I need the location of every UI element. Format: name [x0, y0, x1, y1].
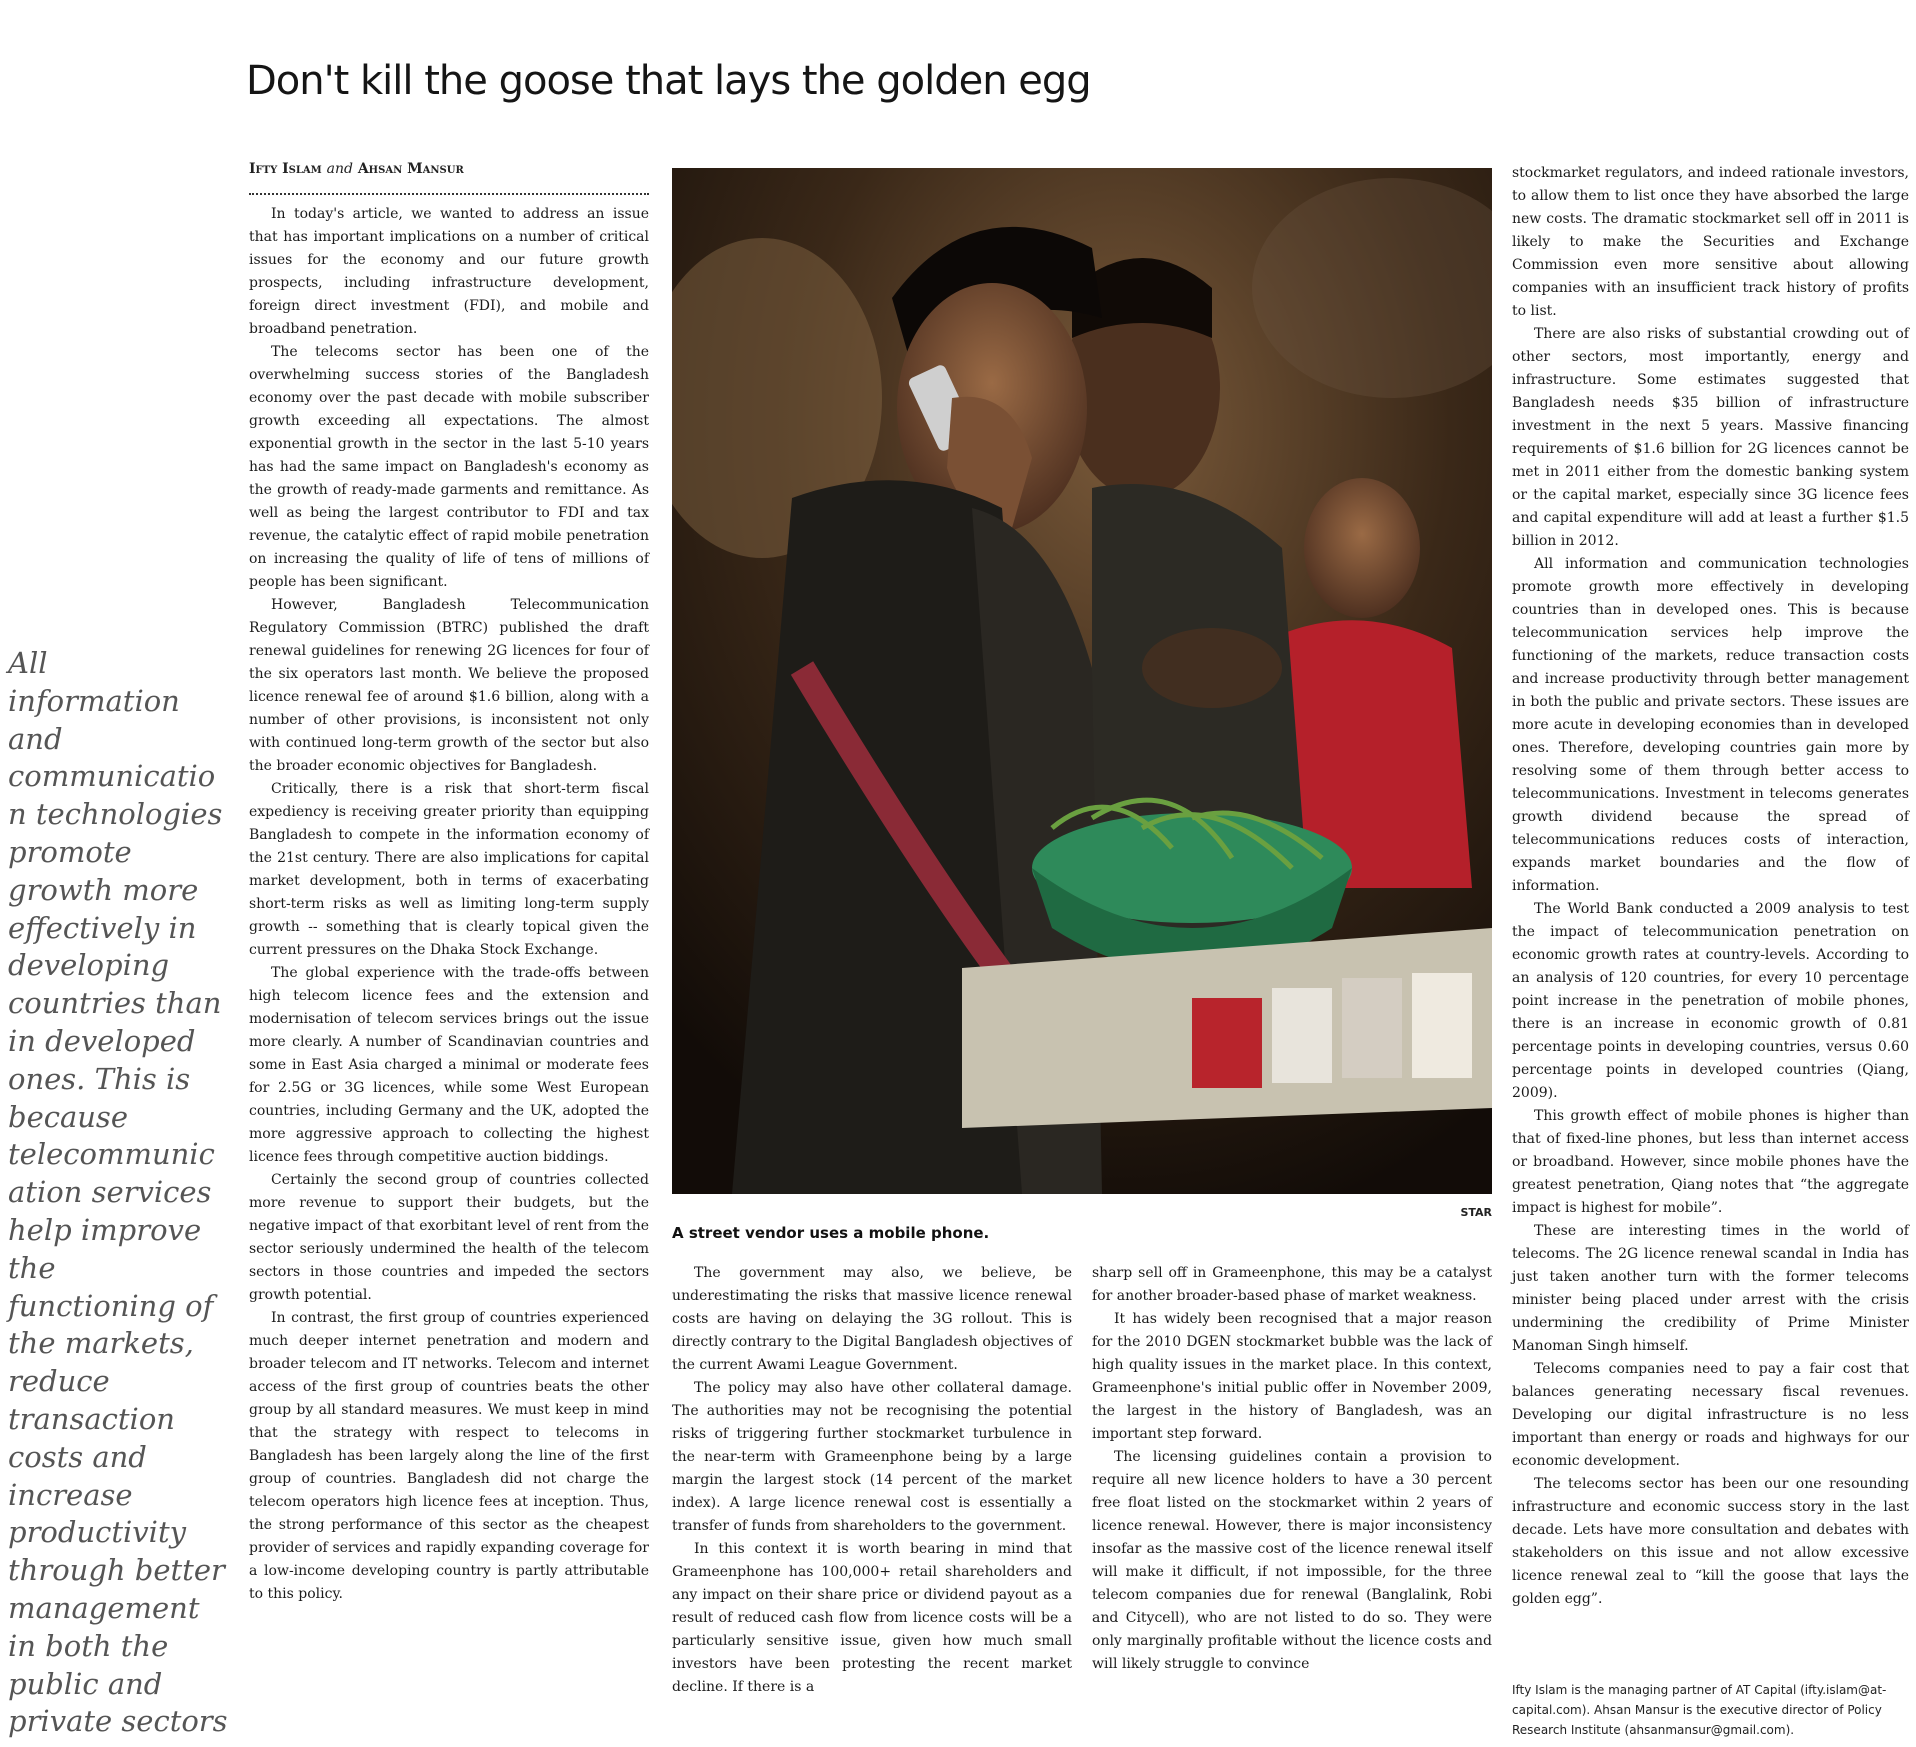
photo-credit: STAR: [1460, 1206, 1492, 1219]
article-photo: [672, 168, 1492, 1194]
paragraph: stockmarket regulators, and indeed rationale investors, to allow them to list once they have absorbed the large new costs. The dramatic stockmarket sell off in 2011 is likely to make the Securities and Exchange Commission even more sensitive about allowing companies with an insufficient track history of profits to list.: [1512, 165, 1909, 319]
paragraph: In this context it is worth bearing in mind that Grameenphone has 100,000+ retail shareholders and any impact on their share price or dividend payout as a result of reduced cash flow from licence costs will be a particularly sensitive issue, given how much small investors have been protesting the recent market decline. If there is a: [672, 1541, 1072, 1695]
author-2: Ahsan Mansur: [357, 161, 464, 177]
article-column-1: [249, 203, 649, 1606]
paragraph: Telecoms companies need to pay a fair cost that balances generating necessary fiscal revenues. Developing our digital infrastructure is no less important than energy or roads and highways for our economic development.: [1512, 1361, 1909, 1469]
paragraph: The policy may also have other collateral damage. The authorities may not be recognising the potential risks of triggering further stockmarket turbulence in the near-term with Grameenphone being by a large margin the largest stock (14 percent of the market index). A large licence renewal cost is essentially a transfer of funds from shareholders to the government.: [672, 1380, 1072, 1534]
paragraph: However, Bangladesh Telecommunication Regulatory Commission (BTRC) published the draft renewal guidelines for renewing 2G licences for four of the six operators last month. We believe the proposed licence renewal fee of around $1.6 billion, along with a number of other provisions, is inconsistent not only with continued long-term growth of the sector but also the broader economic objectives for Bangladesh.: [249, 597, 649, 774]
photo-caption: A street vendor uses a mobile phone.: [672, 1224, 990, 1242]
byline-conjunction: and: [326, 161, 353, 177]
article-column-4: [1512, 162, 1909, 1611]
paragraph: All information and communication technologies promote growth more effectively in developing countries than in developed ones. This is because telecommunication services help improve the functioning of the markets, reduce transaction costs and increase productivity through better management in both the public and private sectors. These issues are more acute in developing economies than in developed ones. Therefore, developing countries gain more by resolving some of them through better access to telecommunications. Investment in telecoms generates growth dividend because the spread of telecommunications reduces costs of interaction, expands market boundaries and the flow of information.: [1512, 556, 1909, 894]
paragraph: The licensing guidelines contain a provision to require all new licence holders to have a 30 percent free float listed on the stockmarket within 2 years of licence renewal. However, there is major inconsistency insofar as the massive cost of the licence renewal itself will make it difficult, if not impossible, for the three telecom companies due for renewal (Banglalink, Robi and Citycell), who are not listed to do so. They were only marginally profitable without the licence costs and will likely struggle to convince: [1092, 1449, 1492, 1672]
author-bio: Ifty Islam is the managing partner of AT Capital (ifty.islam@at-capital.com). Ahsan Mansur is the executive director of Policy Research Institute (ahsanmansur@gmail.com).: [1512, 1683, 1887, 1737]
paragraph: The telecoms sector has been one of the overwhelming success stories of the Bangladesh economy over the past decade with mobile subscriber growth exceeding all expectations. The almost exponential growth in the sector in the last 5-10 years has had the same impact on Bangladesh's economy as the growth of ready-made garments and remittance. As well as being the largest contributor to FDI and tax revenue, the catalytic effect of rapid mobile penetration on increasing the quality of life of tens of millions of people has been significant.: [249, 344, 649, 590]
pull-quote: All information and communicatio n technologies promote growth more effectively in developing countries than in developed ones. This is because telecommunic ation services help improve the functioning of the markets, reduce transaction costs and increase productivity through better management in both the public and private sectors: [8, 646, 228, 1739]
paragraph: Critically, there is a risk that short-term fiscal expediency is receiving greater priority than equipping Bangladesh to compete in the information economy of the 21st century. There are also implications for capital market development, both in terms of exacerbating short-term risks as well as limiting long-term supply growth -- something that is clearly topical given the current pressures on the Dhaka Stock Exchange.: [249, 781, 649, 958]
byline-divider: [249, 193, 649, 195]
paragraph: This growth effect of mobile phones is higher than that of fixed-line phones, but less than internet access or broadband. However, since mobile phones have the greatest penetration, Qiang notes that “the aggregate impact is highest for mobile”.: [1512, 1108, 1909, 1216]
paragraph: Certainly the second group of countries collected more revenue to support their budgets, but the negative impact of that exorbitant level of rent from the sector seriously undermined the health of the telecom sectors in those countries and impeded the sectors growth potential.: [249, 1172, 649, 1303]
article-column-2: [672, 1262, 1072, 1699]
paragraph: It has widely been recognised that a major reason for the 2010 DGEN stockmarket bubble was the lack of high quality issues in the market place. In this context, Grameenphone's initial public offer in November 2009, the largest in the history of Bangladesh, was an important step forward.: [1092, 1311, 1492, 1442]
byline: [249, 161, 649, 177]
paragraph: sharp sell off in Grameenphone, this may be a catalyst for another broader-based phase of market weakness.: [1092, 1265, 1492, 1304]
paragraph: There are also risks of substantial crowding out of other sectors, most importantly, energy and infrastructure. Some estimates suggested that Bangladesh needs $35 billion of infrastructure investment in the next 5 years. Massive financing requirements of $1.6 billion for 2G licences cannot be met in 2011 either from the domestic banking system or the capital market, especially since 3G licence fees and capital expenditure will add at least a further $1.5 billion in 2012.: [1512, 326, 1909, 549]
paragraph: The telecoms sector has been our one resounding infrastructure and economic success story in the last decade. Lets have more consultation and debates with stakeholders on this issue and not allow excessive licence renewal zeal to “kill the goose that lays the golden egg”.: [1512, 1476, 1909, 1607]
paragraph: In today's article, we wanted to address an issue that has important implications on a number of critical issues for the economy and our future growth prospects, including infrastructure development, foreign direct investment (FDI), and mobile and broadband penetration.: [249, 206, 649, 337]
paragraph: These are interesting times in the world of telecoms. The 2G licence renewal scandal in India has just taken another turn with the former telecoms minister being placed under arrest with the crisis undermining the credibility of Prime Minister Manoman Singh himself.: [1512, 1223, 1909, 1354]
headline: Don't kill the goose that lays the golden egg: [246, 58, 1091, 104]
paragraph: In contrast, the first group of countries experienced much deeper internet penetration and modern and broader telecom and IT networks. Telecom and internet access of the first group of countries beats the other group by all standard measures. We must keep in mind that the strategy with respect to telecoms in Bangladesh has been largely along the line of the first group of countries. Bangladesh did not charge the telecom operators high licence fees at inception. Thus, the strong performance of this sector as the cheapest provider of services and rapidly expanding coverage for a low-income developing country is partly attributable to this policy.: [249, 1310, 649, 1602]
paragraph: The global experience with the trade-offs between high telecom licence fees and the extension and modernisation of telecom services brings out the issue more clearly. A number of Scandinavian countries and some in East Asia charged a minimal or moderate fees for 2.5G or 3G licences, while some West European countries, including Germany and the UK, adopted the more aggressive approach to collecting the highest licence fees through competitive auction biddings.: [249, 965, 649, 1165]
paragraph: The World Bank conducted a 2009 analysis to test the impact of telecommunication penetration on economic growth rates at country-levels. According to an analysis of 120 countries, for every 10 percentage point increase in the penetration of mobile phones, there is an increase in economic growth of 0.81 percentage points in developing countries, versus 0.60 percentage points in developed countries (Qiang, 2009).: [1512, 901, 1909, 1101]
article-column-3: [1092, 1262, 1492, 1676]
paragraph: The government may also, we believe, be underestimating the risks that massive licence renewal costs are having on delaying the 3G rollout. This is directly contrary to the Digital Bangladesh objectives of the current Awami League Government.: [672, 1265, 1072, 1373]
author-1: Ifty Islam: [249, 161, 322, 177]
